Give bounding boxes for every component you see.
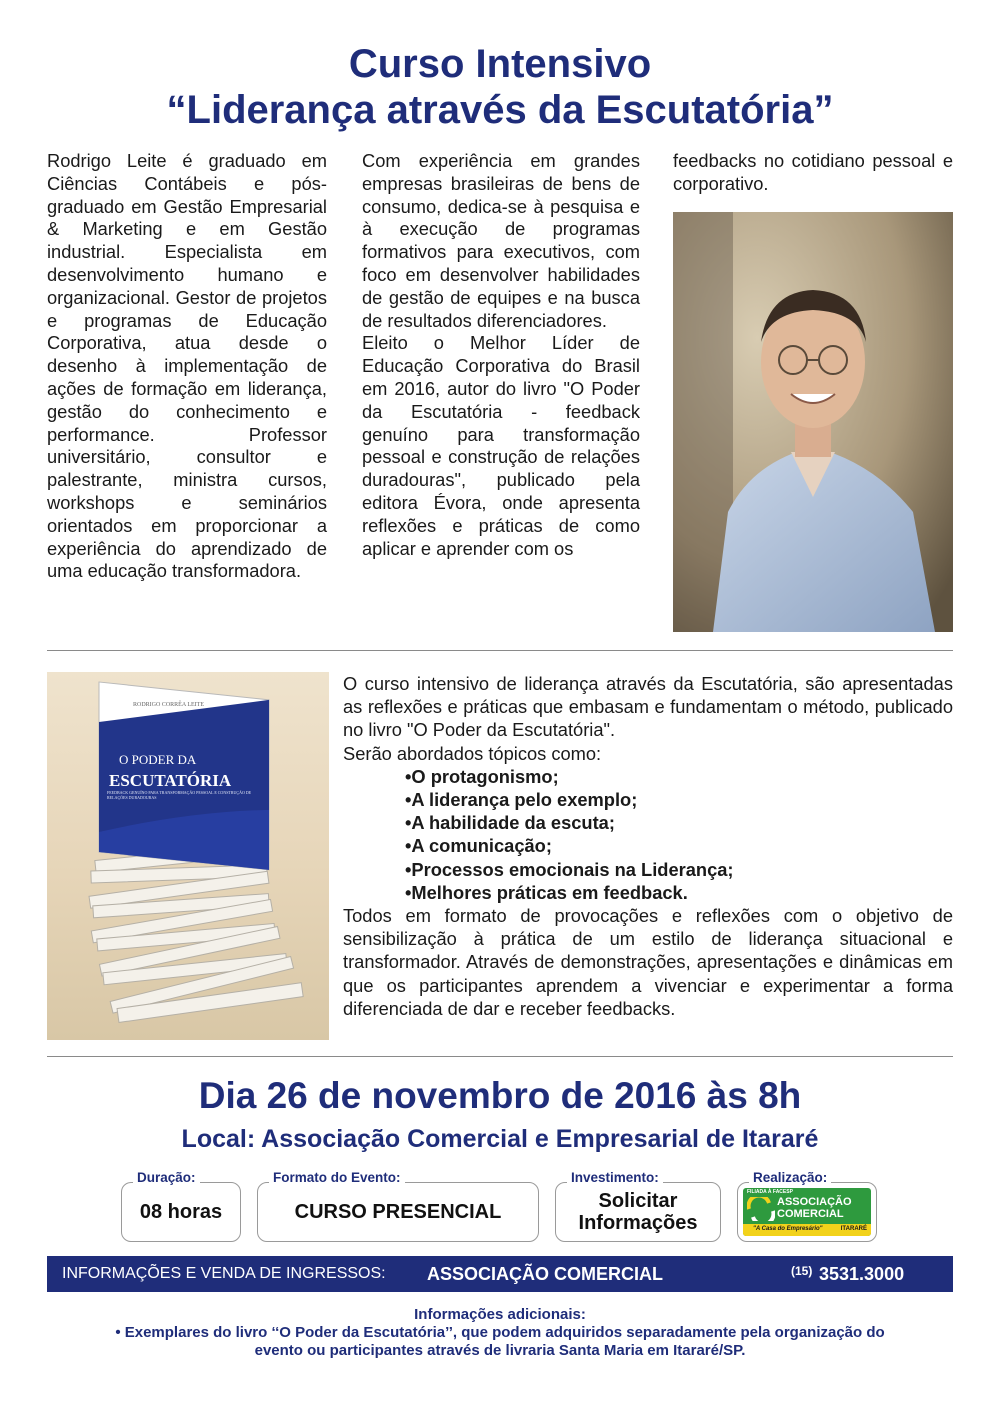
- book-stack-spines: [89, 843, 303, 1023]
- organizer-label: Realização:: [749, 1170, 831, 1186]
- organizer-box: [737, 1182, 877, 1242]
- course-description: [343, 672, 953, 1020]
- logo-affiliation: FILIADA À FACESP: [747, 1189, 793, 1195]
- book-photo: [47, 672, 329, 1040]
- logo-emblem-icon: [747, 1197, 775, 1221]
- topic-item: • A comunicação;: [405, 834, 953, 857]
- logo-name-line-1: ASSOCIAÇÃO: [777, 1196, 852, 1208]
- bio-column-3: [673, 150, 953, 196]
- contact-label: INFORMAÇÕES E VENDA DE INGRESSOS:: [62, 1265, 386, 1282]
- logo-tagline-strip: [743, 1224, 871, 1236]
- topics-intro: Serão abordados tópicos como:: [343, 742, 602, 764]
- bio-column-2: [362, 150, 640, 560]
- format-box: [257, 1182, 539, 1242]
- event-location: Local: Associação Comercial e Empresarial de Itararé: [181, 1125, 819, 1153]
- course-closing: Todos em formato de provocações e reflexões com o objetivo de sensibilização à prática de um estilo de liderança situacional e transformador. Através de demonstrações, apresentações e dinâmicas em que os participantes aprendem a vivenciar e experimentar a forma diferenciada de dar e receber feedbacks.: [343, 905, 953, 1019]
- event-date: Dia 26 de novembro de 2016 às 8h: [198, 1075, 802, 1116]
- book-title-line-1: O PODER DA: [119, 752, 197, 767]
- organizer-logo: [743, 1188, 871, 1236]
- topic-item: • O protagonismo;: [405, 765, 953, 788]
- format-value: CURSO PRESENCIAL: [294, 1200, 502, 1223]
- book-author: RODRIGO CORRÊA LEITE: [133, 702, 204, 708]
- course-intro: O curso intensivo de liderança através da Escutatória, são apresentadas as reflexões e práticas que embasam e fundamentam o método, publicado no livro "O Poder da Escutatória".: [343, 673, 953, 741]
- contact-phone: 3531.3000: [819, 1263, 905, 1284]
- bio-column-1: [47, 150, 327, 583]
- bio-paragraph-2: Com experiência em grandes empresas brasileiras de bens de consumo, dedica-se à pesquisa e à execução de programas formativos para executivos, com foco em desenvolver habilidades de gestão de equipes e na busca de resultados diferenciadores.: [362, 150, 640, 331]
- contact-organization: ASSOCIAÇÃO COMERCIAL: [427, 1263, 664, 1284]
- additional-info-title: Informações adicionais:: [414, 1306, 586, 1323]
- contact-bar: [47, 1256, 953, 1292]
- bio-paragraph-1: Rodrigo Leite é graduado em Ciências Contábeis e pós-graduado em Gestão Empresarial & Marketing e em Gestão industrial. Especialista em desenvolvimento humano e organizacional. Gestor de projetos e programas de Educação Corporativa, atua desde o desenho à implementação de ações de formação em liderança, gestão do conhecimento e performance. Professor universitário, consultor e palestrante, ministra cursos, workshops e seminários orientados em proporcionar a experiência do aprendizado de uma educação transformadora.: [47, 150, 327, 582]
- logo-city: ITARARÉ: [840, 1226, 867, 1232]
- bio-paragraph-4: feedbacks no cotidiano pessoal e corporativo.: [673, 150, 953, 194]
- topic-item: • Processos emocionais na Liderança;: [405, 858, 953, 881]
- bio-paragraph-3: Eleito o Melhor Líder de Educação Corporativa do Brasil em 2016, autor do livro "O Poder da Escutatória - feedback genuíno para transformação pessoal e construção de relações duradouras", publicado pela editora Évora, onde apresenta reflexões e práticas de como aplicar e aprender com os: [362, 332, 640, 559]
- investment-box: [555, 1182, 721, 1242]
- title-line-2: “Liderança através da Escutatória”: [166, 88, 834, 132]
- topic-item: • Melhores práticas em feedback.: [405, 881, 953, 904]
- book-subtitle: FEEDBACK GENUÍNO PARA TRANSFORMAÇÃO PESSOAL E CONSTRUÇÃO DE RELAÇÕES DURADOURAS: [107, 790, 252, 800]
- section-divider-top: [47, 650, 953, 651]
- speaker-photo: [673, 212, 953, 632]
- investment-value-line-2: Informações: [578, 1212, 698, 1234]
- contact-area-code: (15): [791, 1264, 813, 1278]
- duration-label: Duração:: [133, 1170, 200, 1186]
- topics-list: [405, 765, 953, 904]
- speaker-portrait-illustration: [673, 212, 953, 632]
- investment-value-line-1: Solicitar: [598, 1190, 678, 1212]
- topic-item: • A habilidade da escuta;: [405, 811, 953, 834]
- duration-value: 08 horas: [139, 1200, 223, 1223]
- logo-name-line-2: COMERCIAL: [777, 1208, 844, 1220]
- additional-info-line-1: • Exemplares do livro ‘‘O Poder da Escutatória’’, que podem adquiridos separadamente pela organização do: [115, 1324, 885, 1341]
- title-line-1: Curso Intensivo: [348, 42, 652, 86]
- logo-tagline: "A Casa do Empresário": [753, 1226, 823, 1232]
- additional-info-line-2: evento ou participantes através de livraria Santa Maria em Itararé/SP.: [254, 1342, 746, 1359]
- book-stack-illustration: [47, 672, 329, 1040]
- topic-item: • A liderança pelo exemplo;: [405, 788, 953, 811]
- format-label: Formato do Evento:: [269, 1170, 405, 1186]
- section-divider-bottom: [47, 1056, 953, 1057]
- book-title-line-2: ESCUTATÓRIA: [109, 771, 232, 790]
- duration-box: [121, 1182, 241, 1242]
- investment-label: Investimento:: [567, 1170, 663, 1186]
